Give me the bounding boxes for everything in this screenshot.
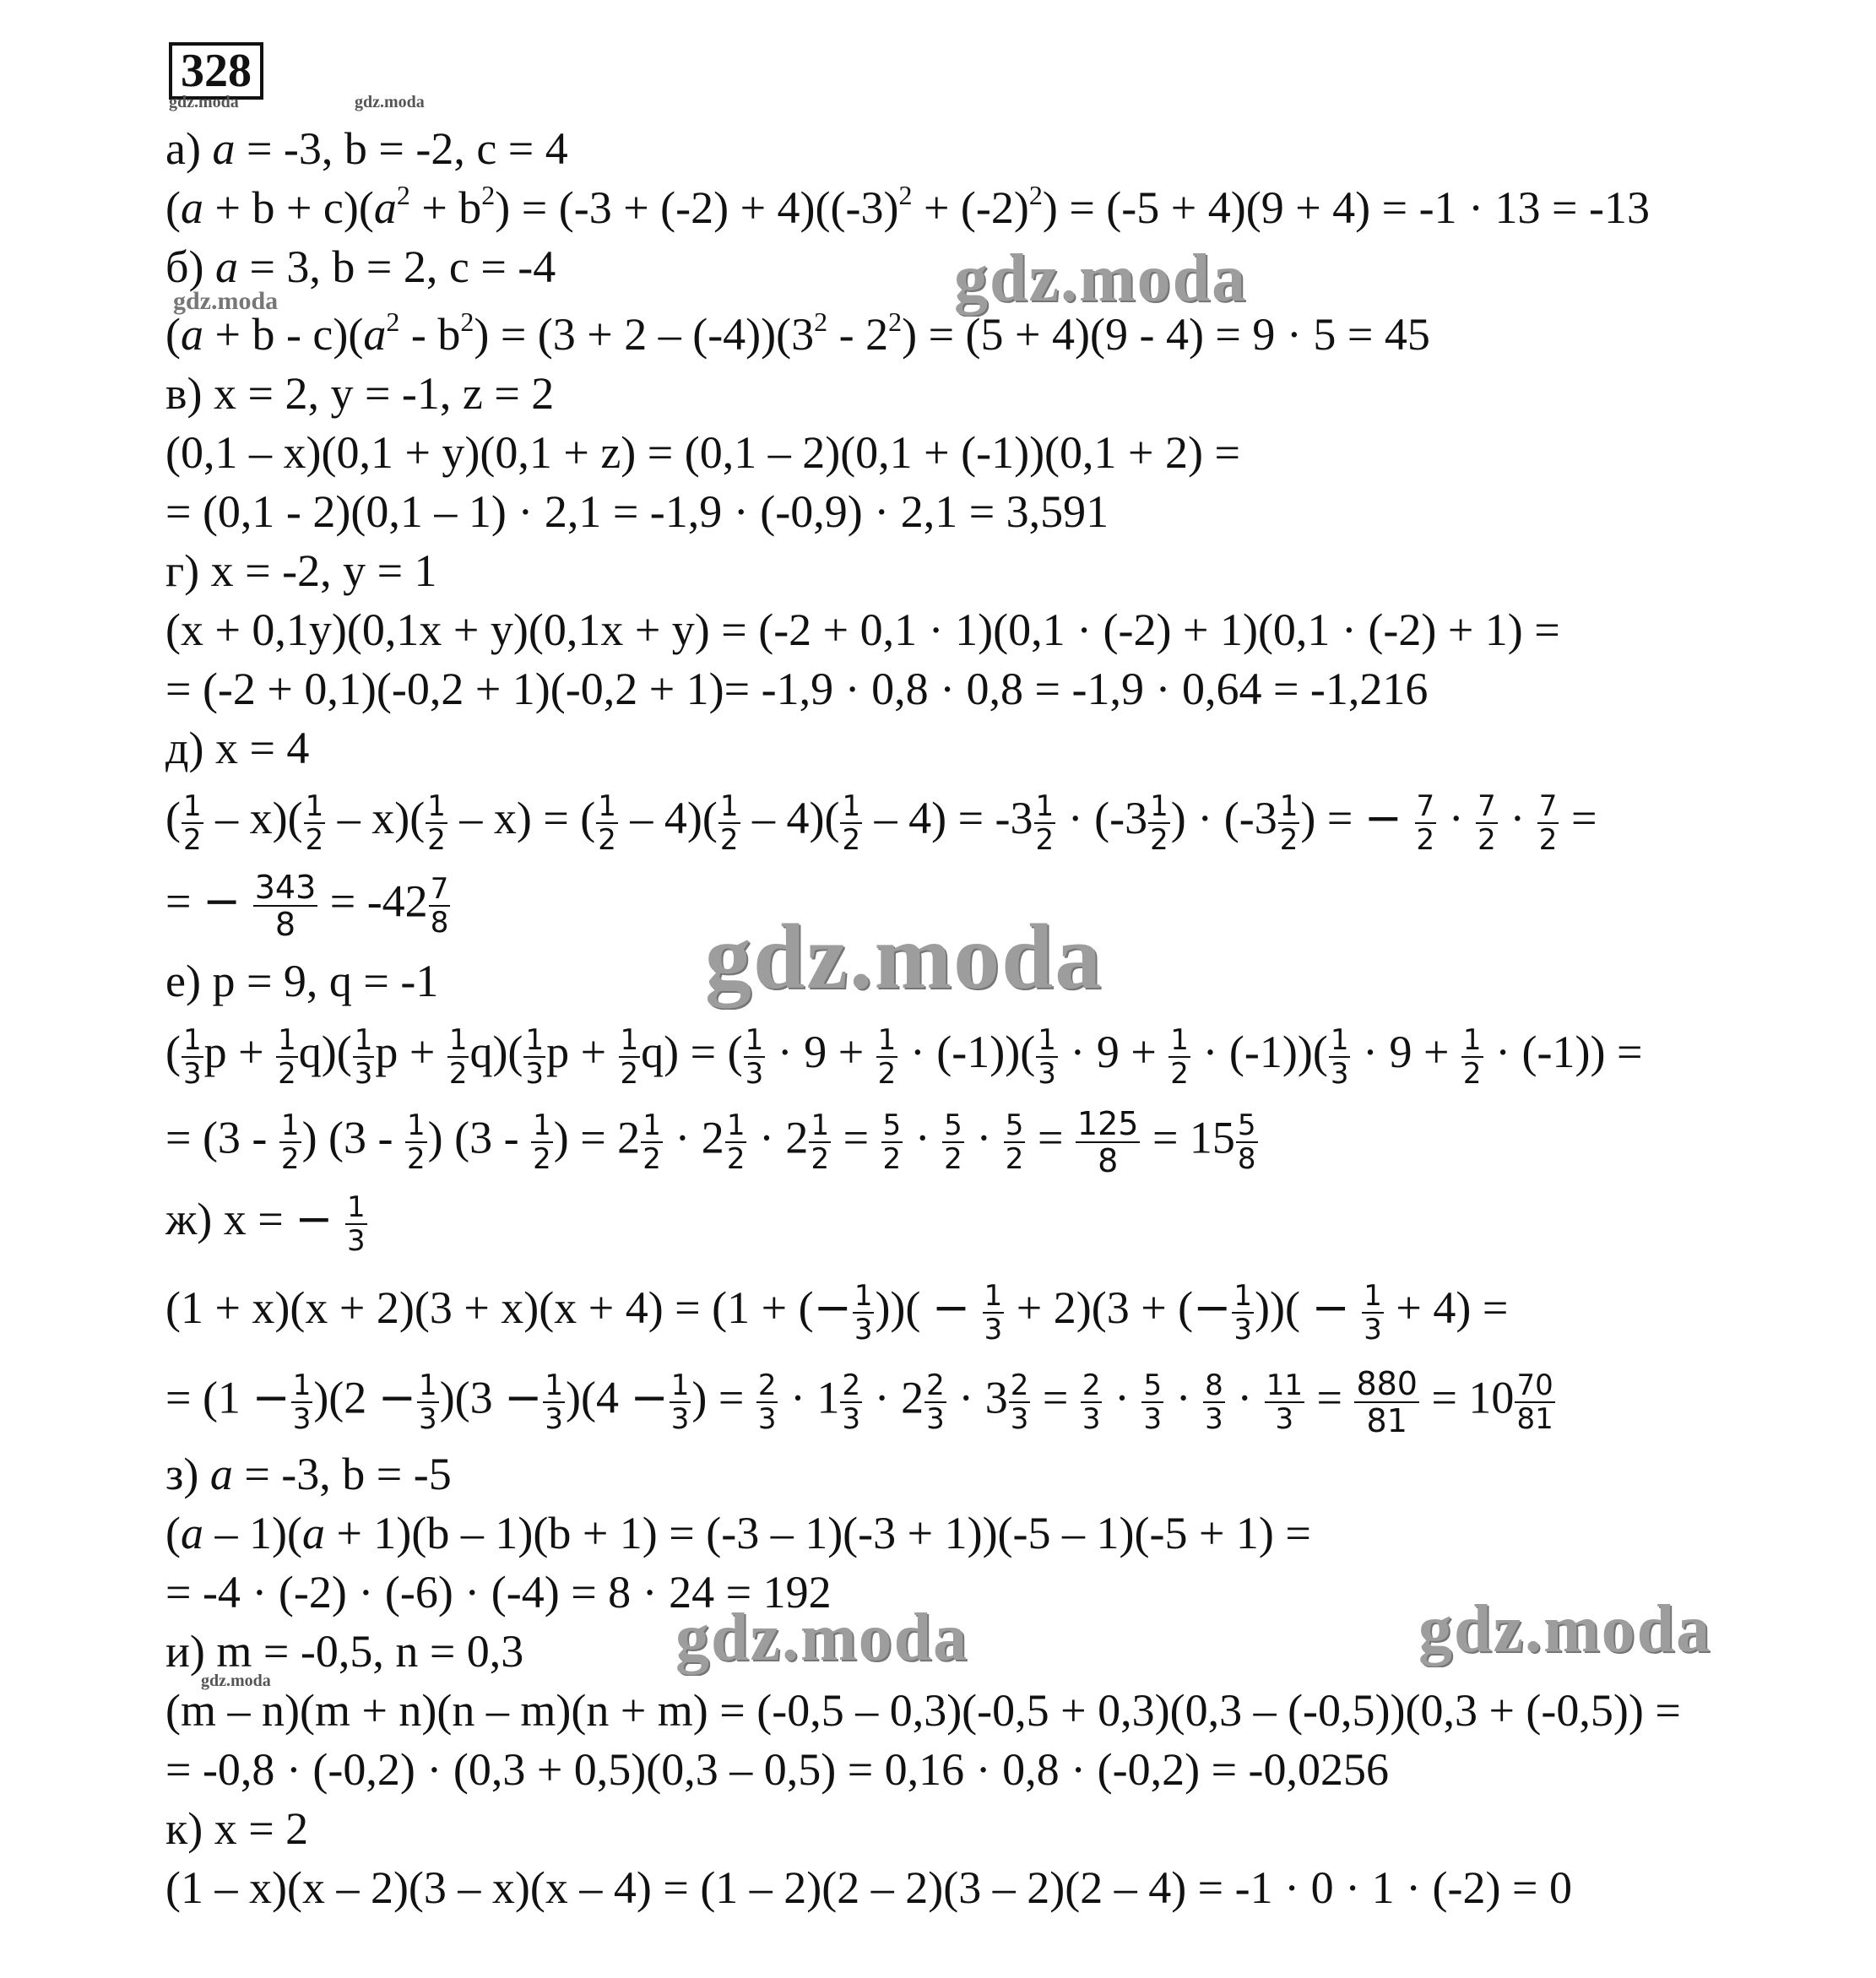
- fraction: $\frac{7}{2}$: [1416, 788, 1435, 857]
- part-i-line2: = -0,8 · (-0,2) · (0,3 + 0,5)(0,3 – 0,5) = 0,16 · 0,8 · (-0,2) = -0,0256: [165, 1744, 1390, 1795]
- watermark-large: gdz.moda: [954, 241, 1248, 316]
- fraction: $\frac{1}{2}$: [407, 1108, 426, 1176]
- part-g-given: [165, 542, 437, 599]
- fraction: $\frac{1}{2}$: [726, 1108, 746, 1176]
- fraction: $\frac{8}{3}$: [1205, 1368, 1223, 1436]
- fraction: $\frac{1}{2}$: [643, 1108, 661, 1176]
- fraction: $\frac{1}{2}$: [1279, 788, 1299, 857]
- part-zh-given: ж) x = − $\frac{1}{3}$: [165, 1190, 366, 1258]
- part-i-given: [165, 1623, 523, 1680]
- part-d-given: [165, 719, 309, 777]
- part-a-solution: $(a + b + c)(a^2 + b^2) = (-3 + (-2) + 4)((-3)^2 + (-2)^2) = (-5 + 4)(9 + 4) = -1 \cdot 13 = -13$: [165, 180, 1650, 233]
- fraction: $\frac{1}{2}$: [842, 788, 861, 857]
- watermark-large: gdz.moda: [1418, 1592, 1712, 1666]
- watermark-small: gdz.moda: [355, 93, 425, 111]
- part-b-solution: $(a + b - c)(a^2 - b^2) = (3 + 2 - (-4))(3^2 - 2^2) = (5 + 4)(9 - 4) = 9 \cdot 5 = 45$: [165, 306, 1430, 360]
- given-values: = -3, b = -2, c = 4: [235, 123, 568, 174]
- fraction: $\frac{2}{3}$: [926, 1368, 945, 1436]
- part-d-line1: ( $\frac{1}{2}$ – x)( $\frac{1}{2}$ – x)( $\frac{1}{2}$ – x) = ( $\frac{1}{2}$ – 4)( $\frac{1}{2}$ – 4)( $\frac{1}{2}$ – 4) = -3 $\frac{1}{2}$ · (-3 $\frac{1}{2}$ ) · (-3 $\frac{1}{2}$ ) = − $\frac{7}{2}$ · $\frac{7}{2}$ · $\frac{7}{2}$ =: [165, 788, 1597, 857]
- fraction: $\frac{7}{8}$: [430, 872, 449, 940]
- given-values: x = 2, y = -1, z = 2: [213, 368, 555, 419]
- watermark-small: gdz.moda: [169, 93, 239, 111]
- fraction: $\frac{1}{2}$: [533, 1108, 551, 1176]
- part-k-line1: (1 – x)(x – 2)(3 – x)(x – 4) = (1 – 2)(2 – 2)(3 – 2)(2 – 4) = -1 · 0 · 1 · (-2) = 0: [165, 1862, 1572, 1913]
- fraction: $\frac{1}{3}$: [354, 1022, 373, 1091]
- task-number: 328: [169, 42, 263, 100]
- fraction: $\frac{1}{2}$: [719, 788, 739, 857]
- part-v-given: [165, 365, 554, 422]
- fraction: $\frac{1}{2}$: [448, 1022, 468, 1091]
- fraction: $\frac{1}{2}$: [305, 788, 324, 857]
- part-label: в): [165, 368, 203, 419]
- part-v-line1: (0,1 – x)(0,1 + y)(0,1 + z) = (0,1 – 2)(0,1 + (-1))(0,1 + 2) =: [165, 427, 1240, 478]
- fraction: $\frac{1}{2}$: [1462, 1022, 1482, 1091]
- variable: a: [212, 123, 236, 174]
- fraction: $\frac{7}{2}$: [1477, 788, 1496, 857]
- part-zh-line1: (1 + x)(x + 2)(3 + x)(x + 4) = (1 + (− $\frac{1}{3}$ ))( − $\frac{1}{3}$ + 2)(3 + (− $\frac{1}{3}$ ))( − $\frac{1}{3}$ + 4) =: [165, 1278, 1509, 1347]
- fraction: $\frac{1}{3}$: [292, 1368, 312, 1436]
- watermark-small: gdz.moda: [201, 1672, 271, 1690]
- fraction: $\frac{7}{2}$: [1538, 788, 1558, 857]
- part-label: а): [165, 123, 201, 174]
- watermark-large: gdz.moda: [705, 905, 1103, 1008]
- given-values: x = 2: [214, 1803, 309, 1854]
- variable: a: [214, 241, 238, 292]
- given-values: x =: [223, 1194, 295, 1244]
- fraction: $\frac{1}{3}$: [1330, 1022, 1349, 1091]
- fraction: $\frac{5}{2}$: [944, 1108, 962, 1176]
- fraction: $\frac{70}{81}$: [1516, 1368, 1553, 1436]
- part-v-line2: = (0,1 - 2)(0,1 – 1) · 2,1 = -1,9 · (-0,9) · 2,1 = 3,591: [165, 486, 1109, 537]
- part-label: к): [165, 1803, 203, 1854]
- part-i-line1: (m – n)(m + n)(n – m)(n + m) = (-0,5 – 0,3)(-0,5 + 0,3)(0,3 – (-0,5))(0,3 + (-0,5)) =: [165, 1685, 1681, 1736]
- part-e-line2: = (3 - $\frac{1}{2}$ ) (3 - $\frac{1}{2}$ ) (3 - $\frac{1}{2}$ ) = 2 $\frac{1}{2}$ · 2 $\frac{1}{2}$ · 2 $\frac{1}{2}$ = $\frac{5}{2}$ · $\frac{5}{2}$ · $\frac{5}{2}$ = $\frac{125}{8}$ = 15 $\frac{5}{8}$: [165, 1105, 1256, 1179]
- part-z-given: [165, 1445, 452, 1503]
- part-zh-line2: = (1 − $\frac{1}{3}$ )(2 − $\frac{1}{3}$ )(3 − $\frac{1}{3}$ )(4 − $\frac{1}{3}$ ) = $\frac{2}{3}$ · 1 $\frac{2}{3}$ · 2 $\frac{2}{3}$ · 3 $\frac{2}{3}$ = $\frac{2}{3}$ · $\frac{5}{3}$ · $\frac{8}{3}$ · $\frac{11}{3}$ = $\frac{880}{81}$ = 10 $\frac{70}{81}$: [165, 1365, 1553, 1439]
- given-values: x = 4: [214, 723, 310, 773]
- fraction: $\frac{2}{3}$: [842, 1368, 861, 1436]
- part-label: е): [165, 956, 201, 1006]
- part-d-line2: = − $\frac{343}{8}$ = -42 $\frac{7}{8}$: [165, 869, 449, 943]
- given-values: = 3, b = 2, c = -4: [237, 241, 556, 292]
- fraction: $\frac{5}{3}$: [1143, 1368, 1163, 1436]
- fraction: $\frac{1}{3}$: [1364, 1278, 1382, 1347]
- fraction: $\frac{1}{2}$: [1035, 788, 1055, 857]
- given-values: x = -2, y = 1: [210, 545, 437, 596]
- variable: a: [209, 1449, 233, 1499]
- fraction: $\frac{2}{3}$: [1082, 1368, 1101, 1436]
- fraction: $\frac{1}{2}$: [280, 1108, 300, 1176]
- fraction: $\frac{1}{3}$: [347, 1190, 366, 1258]
- given-values: m = -0,5, n = 0,3: [216, 1626, 524, 1677]
- fraction: $\frac{1}{3}$: [854, 1278, 873, 1347]
- fraction: $\frac{1}{2}$: [598, 788, 616, 857]
- fraction: $\frac{1}{2}$: [1170, 1022, 1189, 1091]
- fraction: $\frac{1}{2}$: [811, 1108, 830, 1176]
- part-a-given: [165, 120, 568, 177]
- fraction: $\frac{1}{2}$: [620, 1022, 639, 1091]
- part-label: б): [165, 241, 204, 292]
- part-g-line2: = (-2 + 0,1)(-0,2 + 1)(-0,2 + 1)= -1,9 · 0,8 · 0,8 = -1,9 · 0,64 = -1,216: [165, 664, 1429, 714]
- fraction: $\frac{5}{8}$: [1237, 1108, 1256, 1176]
- fraction: $\frac{1}{3}$: [1233, 1278, 1253, 1347]
- watermark-large: gdz.moda: [675, 1601, 969, 1675]
- fraction: $\frac{1}{3}$: [1038, 1022, 1056, 1091]
- fraction: $\frac{1}{2}$: [1150, 788, 1168, 857]
- fraction: $\frac{1}{2}$: [278, 1022, 296, 1091]
- part-k-given: [165, 1800, 308, 1857]
- fraction: $\frac{343}{8}$: [254, 869, 317, 943]
- part-b-given: [165, 238, 556, 295]
- fraction: $\frac{1}{3}$: [545, 1368, 564, 1436]
- part-label: и): [165, 1626, 205, 1677]
- fraction: $\frac{2}{3}$: [757, 1368, 777, 1436]
- part-label: д): [165, 723, 204, 773]
- fraction: $\frac{2}{3}$: [1010, 1368, 1029, 1436]
- fraction: $\frac{125}{8}$: [1076, 1105, 1139, 1179]
- fraction: $\frac{880}{81}$: [1356, 1365, 1418, 1439]
- part-e-given: [165, 952, 438, 1010]
- part-label: з): [165, 1449, 199, 1499]
- part-g-line1: (x + 0,1y)(0,1x + y)(0,1x + y) = (-2 + 0,1 · 1)(0,1 · (-2) + 1)(0,1 · (-2) + 1) =: [165, 604, 1560, 655]
- fraction: $\frac{1}{2}$: [877, 1022, 897, 1091]
- fraction: $\frac{1}{3}$: [745, 1022, 764, 1091]
- given-values: = -3, b = -5: [232, 1449, 452, 1499]
- fraction: $\frac{5}{2}$: [1005, 1108, 1024, 1176]
- part-z-line2: = -4 · (-2) · (-6) · (-4) = 8 · 24 = 192: [165, 1567, 832, 1618]
- watermark-small: gdz.moda: [173, 287, 279, 315]
- fraction: $\frac{1}{2}$: [427, 788, 446, 857]
- part-z-line1: (a – 1)(a + 1)(b – 1)(b + 1) = (-3 – 1)(-3 + 1))(-5 – 1)(-5 + 1) =: [165, 1508, 1311, 1558]
- part-label: г): [165, 545, 200, 596]
- part-label: ж): [165, 1194, 213, 1244]
- fraction: $\frac{1}{3}$: [419, 1368, 437, 1436]
- fraction: $\frac{1}{3}$: [182, 1022, 202, 1091]
- fraction: $\frac{5}{2}$: [882, 1108, 902, 1176]
- fraction: $\frac{1}{3}$: [670, 1368, 690, 1436]
- fraction: $\frac{1}{2}$: [182, 788, 202, 857]
- fraction: $\frac{11}{3}$: [1266, 1368, 1303, 1436]
- fraction: $\frac{1}{3}$: [984, 1278, 1003, 1347]
- given-values: p = 9, q = -1: [212, 956, 439, 1006]
- part-e-line1: ( $\frac{1}{3}$ p + $\frac{1}{2}$ q)( $\frac{1}{3}$ p + $\frac{1}{2}$ q)( $\frac{1}{3}$ p + $\frac{1}{2}$ q) = ( $\frac{1}{3}$ · 9 + $\frac{1}{2}$ · (-1))( $\frac{1}{3}$ · 9 + $\frac{1}{2}$ · (-1))( $\frac{1}{3}$ · 9 + $\frac{1}{2}$ · (-1)) =: [165, 1022, 1643, 1091]
- fraction: $\frac{1}{3}$: [525, 1022, 545, 1091]
